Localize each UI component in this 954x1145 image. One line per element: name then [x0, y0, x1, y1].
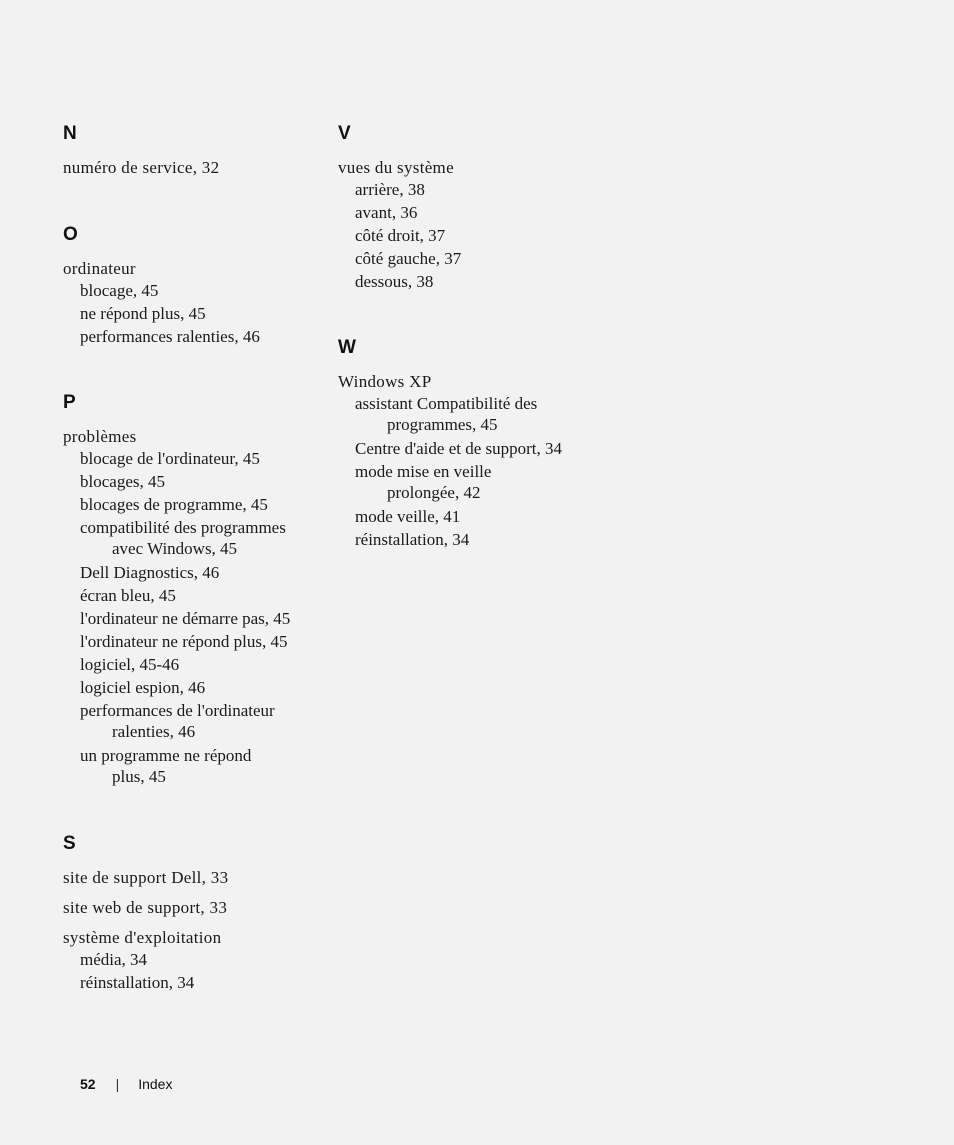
sub-entry-text: arrière, 38	[355, 180, 425, 199]
sub-entry-continuation: avec Windows, 45	[112, 539, 238, 558]
sub-entry-text: l'ordinateur ne démarre pas, 45	[80, 609, 291, 628]
section-letter: O	[63, 224, 78, 245]
index-entry	[63, 926, 323, 993]
index-column-right	[338, 124, 628, 596]
index-column-left	[63, 124, 323, 1039]
index-entry	[63, 425, 323, 788]
sub-entry	[338, 393, 628, 436]
sub-entry-text: blocage, 45	[80, 281, 159, 300]
index-section-v	[338, 124, 628, 292]
sub-entry-text: performances ralenties, 46	[80, 327, 260, 346]
sub-entry	[338, 461, 628, 504]
page-number: 52	[80, 1076, 96, 1092]
sub-entry	[338, 438, 628, 459]
index-section-n	[63, 124, 323, 179]
sub-entry-text: performances de l'ordinateur	[80, 701, 275, 720]
sub-entry	[338, 225, 628, 246]
sub-entry	[63, 745, 323, 788]
sub-entry	[63, 494, 323, 515]
sub-entry-continuation: ralenties, 46	[112, 722, 196, 741]
sub-entry	[63, 700, 323, 743]
sub-entry-text: côté gauche, 37	[355, 249, 462, 268]
sub-entry-text: mode mise en veille	[355, 462, 492, 481]
index-entry	[338, 370, 628, 550]
sub-entry	[63, 585, 323, 606]
sub-entry	[63, 631, 323, 652]
sub-entry	[63, 448, 323, 469]
sub-entry-text: réinstallation, 34	[355, 530, 470, 549]
sub-entry-continuation: programmes, 45	[387, 415, 498, 434]
index-entry	[338, 156, 628, 292]
sub-entry	[63, 654, 323, 675]
sub-entry	[63, 562, 323, 583]
entry-title: ordinateur	[63, 259, 136, 278]
entry-title: problèmes	[63, 427, 137, 446]
index-entry	[63, 156, 323, 179]
sub-entry	[338, 529, 628, 550]
page-footer	[80, 1076, 172, 1092]
section-letter: V	[338, 123, 351, 144]
entry-title: numéro de service, 32	[63, 158, 220, 177]
sub-entry-text: réinstallation, 34	[80, 973, 195, 992]
sub-entry-text: mode veille, 41	[355, 507, 461, 526]
sub-entry-text: média, 34	[80, 950, 148, 969]
index-entry	[63, 257, 323, 347]
sub-entry	[63, 972, 323, 993]
sub-entry-text: un programme ne répond	[80, 746, 252, 765]
sub-entry-text: écran bleu, 45	[80, 586, 176, 605]
index-section-s	[63, 834, 323, 993]
sub-entry-text: logiciel, 45-46	[80, 655, 180, 674]
sub-entry-text: ne répond plus, 45	[80, 304, 206, 323]
section-letter: N	[63, 123, 77, 144]
entry-title: vues du système	[338, 158, 454, 177]
index-section-w	[338, 338, 628, 550]
index-entry	[63, 896, 323, 919]
entry-title: système d'exploitation	[63, 928, 222, 947]
sub-entry	[63, 517, 323, 560]
footer-section-name: Index	[138, 1076, 173, 1092]
sub-entry	[63, 677, 323, 698]
sub-entry-text: blocage de l'ordinateur, 45	[80, 449, 260, 468]
entry-title: site de support Dell, 33	[63, 868, 229, 887]
sub-entry-text: avant, 36	[355, 203, 418, 222]
sub-entry-text: compatibilité des programmes	[80, 518, 286, 537]
sub-entry	[63, 303, 323, 324]
section-letter: S	[63, 833, 76, 854]
sub-entry	[63, 471, 323, 492]
entry-title: Windows XP	[338, 372, 432, 391]
sub-entry-text: côté droit, 37	[355, 226, 446, 245]
sub-entry	[63, 949, 323, 970]
sub-entry-text: blocages, 45	[80, 472, 165, 491]
sub-entry	[63, 608, 323, 629]
sub-entry	[338, 202, 628, 223]
section-letter: P	[63, 392, 76, 413]
sub-entry	[338, 179, 628, 200]
sub-entry-text: logiciel espion, 46	[80, 678, 206, 697]
sub-entry-text: assistant Compatibilité des	[355, 394, 538, 413]
index-section-o	[63, 225, 323, 347]
sub-entry	[338, 248, 628, 269]
sub-entry	[338, 271, 628, 292]
sub-entry	[338, 506, 628, 527]
sub-entry	[63, 280, 323, 301]
sub-entry-text: l'ordinateur ne répond plus, 45	[80, 632, 288, 651]
sub-entry-text: blocages de programme, 45	[80, 495, 268, 514]
sub-entry-text: Dell Diagnostics, 46	[80, 563, 220, 582]
sub-entry-text: dessous, 38	[355, 272, 434, 291]
sub-entry-continuation: plus, 45	[112, 767, 166, 786]
section-letter: W	[338, 337, 356, 358]
sub-entry-text: Centre d'aide et de support, 34	[355, 439, 563, 458]
sub-entry	[63, 326, 323, 347]
index-section-p	[63, 393, 323, 788]
index-entry	[63, 866, 323, 889]
footer-separator: |	[115, 1076, 120, 1092]
entry-title: site web de support, 33	[63, 898, 228, 917]
sub-entry-continuation: prolongée, 42	[387, 483, 481, 502]
